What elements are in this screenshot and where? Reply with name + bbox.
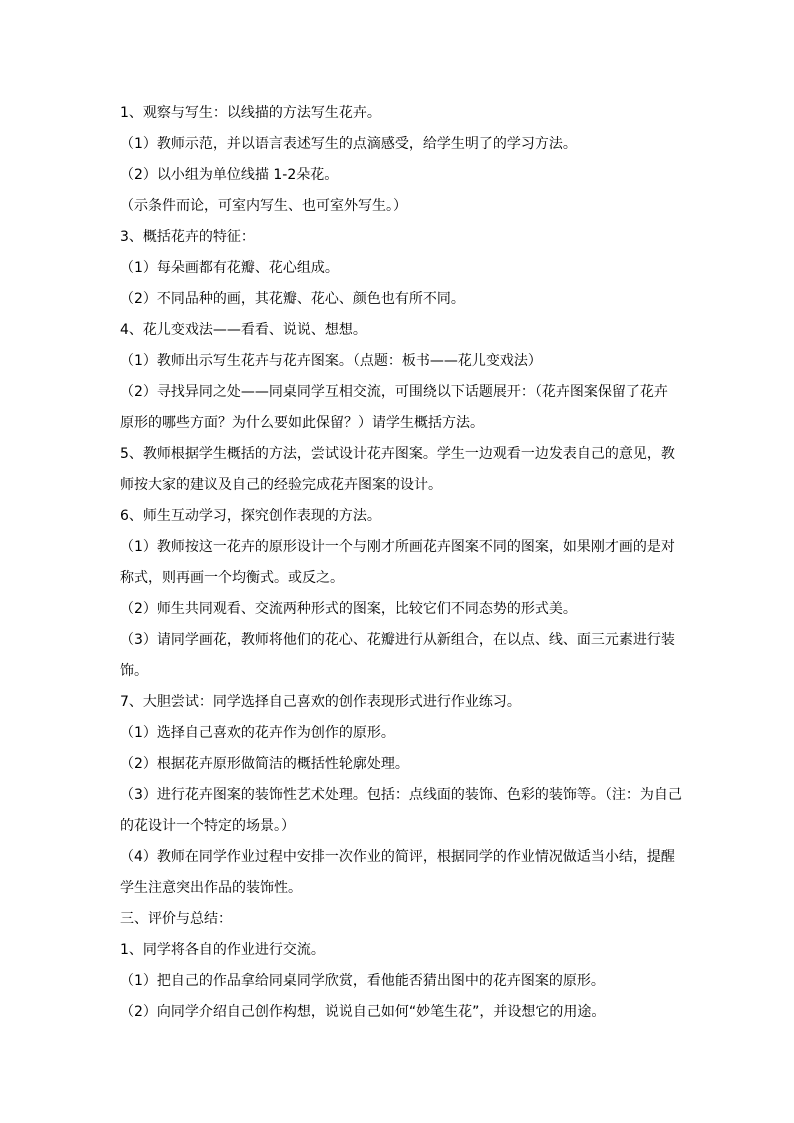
paragraph	[120, 846, 680, 899]
text-line: 师按大家的建议及自己的经验完成花卉图案的设计。	[120, 477, 442, 493]
paragraph	[120, 443, 680, 496]
text-line: 7、大胆尝试：同学选择自己喜欢的创作表现形式进行作业练习。	[120, 694, 521, 710]
text-line: （2）根据花卉原形做简洁的概括性轮廓处理。	[120, 756, 409, 772]
text-line: 原形的哪些方面？为什么要如此保留？）请学生概括方法。	[120, 415, 484, 431]
text-line: （2）不同品种的画，其花瓣、花心、颜色也有所不同。	[120, 291, 465, 307]
text-line: （示条件而论，可室内写生、也可室外写生。）	[120, 198, 407, 214]
text-line: （1）每朵画都有花瓣、花心组成。	[120, 260, 339, 276]
text-line: （2）向同学介绍自己创作构想，说说自己如何“妙笔生花”，并设想它的用途。	[120, 1004, 606, 1020]
text-line: （2）以小组为单位线描 1-2朵花。	[120, 167, 339, 183]
paragraph	[120, 381, 680, 434]
paragraph	[120, 629, 680, 682]
text-line: （1）教师出示写生花卉与花卉图案。（点题：板书——花儿变戏法）	[120, 353, 542, 369]
text-line: （4）教师在同学作业过程中安排一次作业的简评，根据同学的作业情况做适当小结，提醒	[120, 849, 675, 865]
document-body	[120, 102, 680, 1032]
text-line: （2）师生共同观看、交流两种形式的图案，比较它们不同态势的形式美。	[120, 601, 577, 617]
text-line: 饰。	[120, 663, 148, 679]
section-heading: 三、评价与总结：	[120, 911, 232, 927]
text-line: 1、观察与写生：以线描的方法写生花卉。	[120, 105, 381, 121]
text-line: （3）进行花卉图案的装饰性艺术处理。包括：点线面的装饰、色彩的装饰等。（注：为自己	[120, 787, 682, 803]
text-line: 3、概括花卉的特征：	[120, 229, 255, 245]
text-line: 1、同学将各自的作业进行交流。	[120, 942, 325, 958]
text-line: （1）选择自己喜欢的花卉作为创作的原形。	[120, 725, 395, 741]
text-line: （1）教师按这一花卉的原形设计一个与刚才所画花卉图案不同的图案，如果刚才画的是对	[120, 539, 675, 555]
text-line: 的花设计一个特定的场景。）	[120, 818, 295, 834]
text-line: （3）请同学画花，教师将他们的花心、花瓣进行从新组合，在以点、线、面三元素进行装	[120, 632, 675, 648]
text-line: 5、教师根据学生概括的方法，尝试设计花卉图案。学生一边观看一边发表自己的意见，教	[120, 446, 675, 462]
text-line: （1）把自己的作品拿给同桌同学欣赏，看他能否猜出图中的花卉图案的原形。	[120, 973, 605, 989]
paragraph	[120, 784, 680, 837]
text-line: （2）寻找异同之处——同桌同学互相交流，可围绕以下话题展开：（花卉图案保留了花卉	[120, 384, 668, 400]
text-line: 称式，则再画一个均衡式。或反之。	[120, 570, 344, 586]
text-line: 学生注意突出作品的装饰性。	[120, 880, 302, 896]
paragraph	[120, 536, 680, 589]
text-line: （1）教师示范，并以语言表述写生的点滴感受，给学生明了的学习方法。	[120, 136, 577, 152]
text-line: 4、花儿变戏法——看看、说说、想想。	[120, 322, 367, 338]
text-line: 6、师生互动学习，探究创作表现的方法。	[120, 508, 381, 524]
